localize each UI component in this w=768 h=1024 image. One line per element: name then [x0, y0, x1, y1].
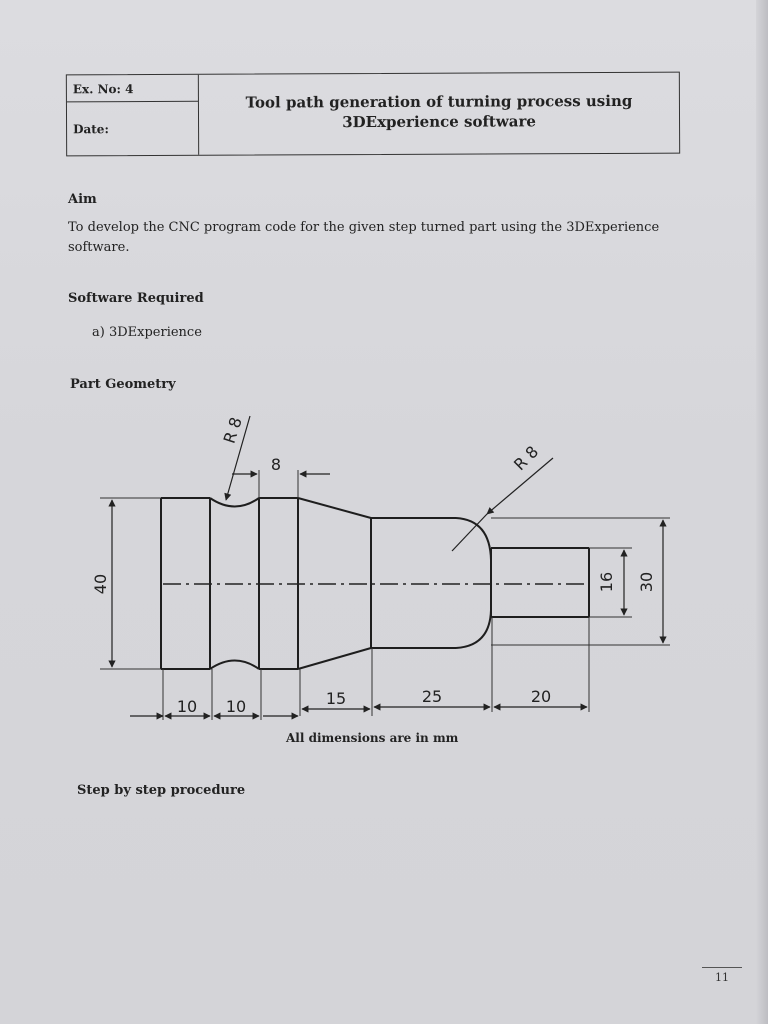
dim-len-5: 20: [530, 687, 552, 706]
dim-overall-dia: 40: [91, 573, 110, 595]
procedure-heading: Step by step procedure: [77, 783, 246, 798]
software-item: a) 3DExperience: [92, 325, 202, 340]
aim-text: To develop the CNC program code for the given step turned part using the 3DExperience software.: [68, 220, 660, 255]
dim-dia-16: 16: [597, 571, 616, 593]
dim-len-4: 25: [421, 687, 443, 706]
dimension-note: All dimensions are in mm: [286, 731, 459, 745]
title-line-2: 3DExperience software: [342, 112, 536, 132]
dim-radius-left: R 8: [219, 414, 246, 446]
dim-len-2: 10: [225, 697, 247, 716]
page-number: 11: [702, 967, 742, 984]
dim-radius-right: R 8: [510, 442, 543, 475]
part-geometry-heading: Part Geometry: [70, 377, 176, 392]
software-heading: Software Required: [68, 291, 204, 306]
extension-lines: [100, 470, 670, 720]
date-field: Date:: [67, 102, 199, 156]
exercise-number: Ex. No: 4: [67, 75, 199, 103]
dim-len-1: 10: [176, 697, 198, 716]
dim-groove-width: 8: [270, 455, 282, 474]
dimension-lines: [112, 416, 663, 716]
aim-heading: Aim: [68, 192, 97, 207]
dim-dia-30: 30: [637, 571, 656, 593]
dim-len-3: 15: [325, 689, 347, 708]
title-line-1: Tool path generation of turning process using: [245, 91, 633, 112]
